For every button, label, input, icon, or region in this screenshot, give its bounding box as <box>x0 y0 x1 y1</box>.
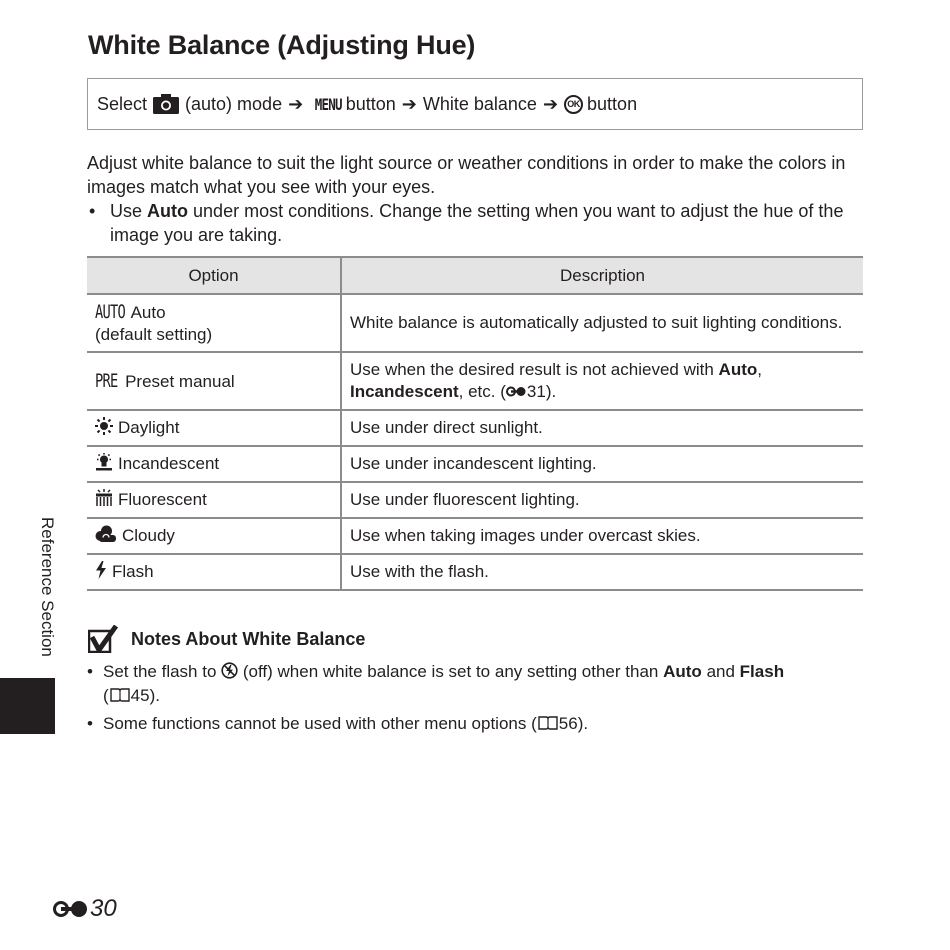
nav-button-text: button <box>345 93 396 114</box>
description-cell: Use under incandescent lighting. <box>341 446 863 482</box>
desc-text: , <box>757 360 762 379</box>
note-text: Set the flash to <box>103 662 217 681</box>
desc-text: ). <box>545 382 557 401</box>
auto-icon: AUTO <box>95 300 126 323</box>
arrow-right-icon: ➔ <box>542 93 559 114</box>
reference-section-icon <box>52 900 88 918</box>
bullet-text: Use <box>110 201 143 221</box>
flash-icon <box>95 561 107 579</box>
note-text: ). <box>577 714 589 733</box>
bullet-icon: • <box>87 714 93 733</box>
intro-paragraph: Adjust white balance to suit the light source or weather conditions in order to make the colors in images match what you see with your eyes. <box>87 153 846 197</box>
book-reference-icon <box>110 688 130 702</box>
arrow-right-icon: ➔ <box>288 93 304 114</box>
flash-off-icon <box>221 662 238 679</box>
note-text: (off) when white balance is set to any setting other than <box>242 662 659 681</box>
option-cell <box>87 446 341 482</box>
note-text: ). <box>149 686 160 705</box>
note-ref: 56 <box>558 714 578 733</box>
bullet-icon: • <box>87 662 93 681</box>
table-row <box>87 518 863 554</box>
arrow-right-icon: ➔ <box>401 93 417 114</box>
table-row <box>87 554 863 590</box>
page-number-text: 30 <box>90 895 117 922</box>
intro-text <box>87 151 877 247</box>
option-label: Incandescent <box>118 454 220 473</box>
option-label: Daylight <box>118 418 180 437</box>
side-section-label: Reference Section <box>38 517 57 657</box>
note-bold: Flash <box>739 662 785 681</box>
note-text: and <box>706 662 735 681</box>
nav-white-balance-text: White balance <box>422 93 537 114</box>
note-bold: Auto <box>663 662 702 681</box>
note-text: ( <box>103 686 109 705</box>
option-cell <box>87 482 341 518</box>
bullet-text: under most conditions. Change the setting when you want to adjust the hue of the image you are taking. <box>110 201 844 245</box>
daylight-icon <box>95 417 113 435</box>
description-cell: Use under fluorescent lighting. <box>341 482 863 518</box>
notes-list <box>87 660 867 740</box>
note-text: Some functions cannot be used with other menu options ( <box>103 714 537 733</box>
incandescent-icon <box>95 453 113 471</box>
table-row <box>87 294 863 352</box>
option-cell <box>87 554 341 590</box>
desc-text: , etc. ( <box>458 382 506 401</box>
option-label: Auto <box>130 302 166 322</box>
table-header-row <box>87 257 863 294</box>
page-title: White Balance (Adjusting Hue) <box>88 30 476 60</box>
table-row <box>87 352 863 410</box>
preset-icon: PRE <box>95 369 118 392</box>
note-ref: 45 <box>130 686 150 705</box>
description-cell: Use when taking images under overcast skies. <box>341 518 863 554</box>
list-item <box>87 712 867 736</box>
nav-auto-mode-text: (auto) mode <box>185 93 283 114</box>
menu-path-box <box>87 78 863 130</box>
notes-heading-text: Notes About White Balance <box>131 628 366 649</box>
desc-bold: Incandescent <box>350 382 459 401</box>
list-item <box>87 660 867 708</box>
option-label: Flash <box>112 562 154 581</box>
nav-select-text: Select <box>97 93 148 114</box>
nav-button-text: button <box>587 93 638 114</box>
desc-text: Use when the desired result is not achieved with <box>350 360 714 379</box>
option-cell <box>87 410 341 446</box>
bullet-icon: • <box>89 201 96 221</box>
bullet-bold: Auto <box>147 201 189 221</box>
option-cell <box>87 352 341 410</box>
description-cell: White balance is automatically adjusted to suit lighting conditions. <box>341 294 863 352</box>
option-sublabel: (default setting) <box>95 324 213 344</box>
option-cell <box>87 518 341 554</box>
option-label: Cloudy <box>122 526 175 545</box>
description-cell <box>341 352 863 410</box>
desc-bold: Auto <box>718 360 758 379</box>
side-section-tab <box>0 678 55 734</box>
header-description: Description <box>341 257 863 294</box>
description-cell: Use with the flash. <box>341 554 863 590</box>
desc-ref: 31 <box>526 382 546 401</box>
description-cell: Use under direct sunlight. <box>341 410 863 446</box>
ok-button-icon: OK <box>564 95 583 114</box>
table-row <box>87 446 863 482</box>
reference-section-icon <box>506 386 526 397</box>
page-number <box>52 895 117 923</box>
menu-button-icon: MENU <box>314 94 342 114</box>
intro-bullet <box>87 199 877 247</box>
table-row <box>87 410 863 446</box>
book-reference-icon <box>538 716 558 730</box>
camera-icon <box>153 94 179 114</box>
fluorescent-icon <box>95 489 113 507</box>
option-label: Fluorescent <box>118 490 207 509</box>
notes-heading <box>88 625 365 653</box>
option-label: Preset manual <box>125 371 235 391</box>
cloudy-icon <box>95 525 117 543</box>
option-cell <box>87 294 341 352</box>
checkmark-note-icon <box>88 625 118 653</box>
table-row <box>87 482 863 518</box>
white-balance-table <box>87 256 863 591</box>
header-option: Option <box>87 257 341 294</box>
